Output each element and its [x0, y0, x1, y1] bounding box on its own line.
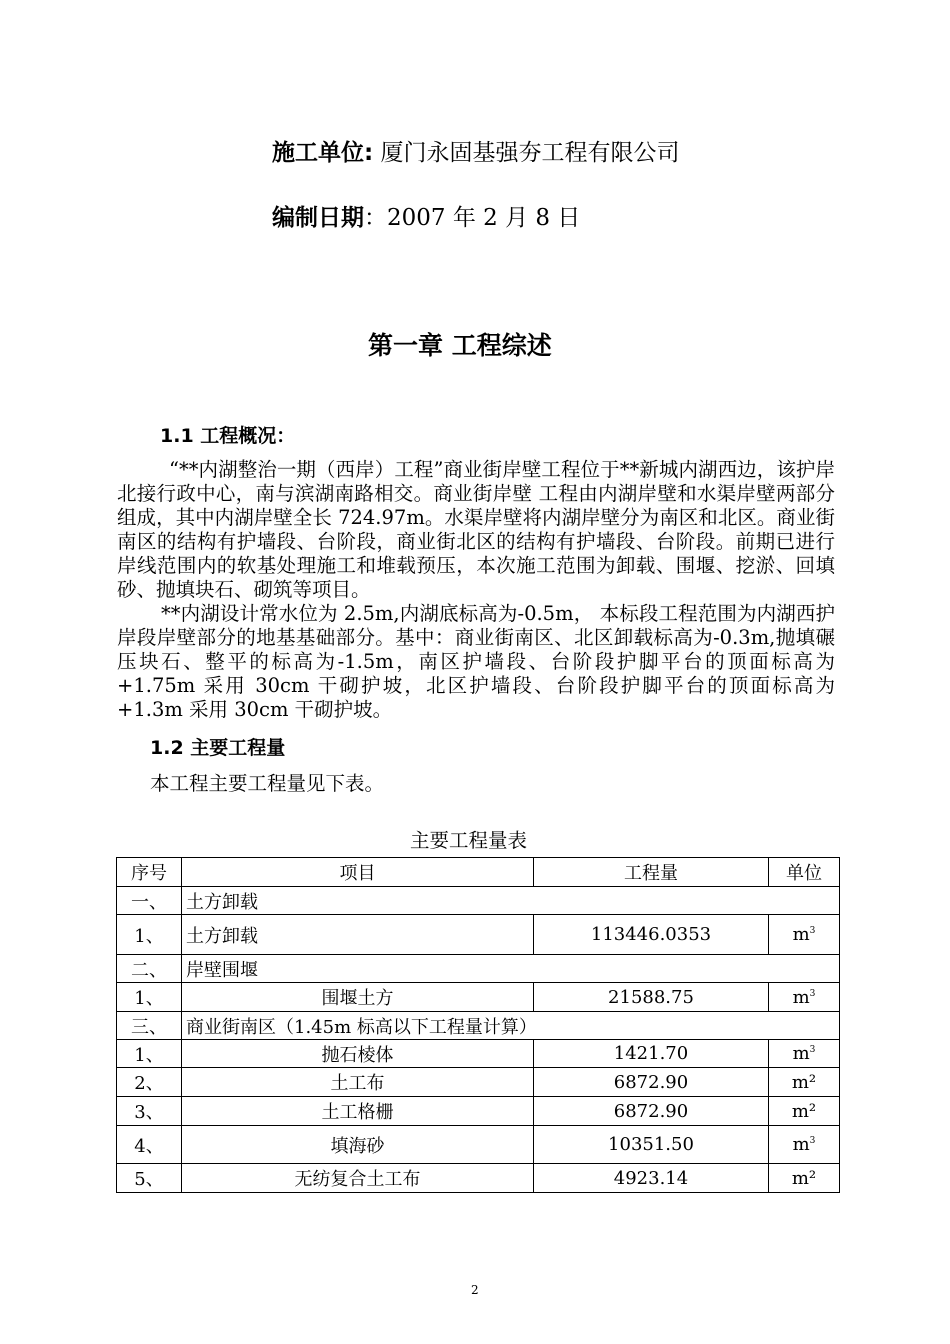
row-quantity: 4923.14: [534, 1164, 769, 1193]
row-no: 5、: [117, 1164, 182, 1193]
table-row: [117, 1040, 840, 1068]
quantity-table: [116, 857, 840, 1193]
row-item: 无纺复合土工布: [182, 1164, 534, 1193]
row-quantity: 113446.0353: [534, 915, 769, 955]
row-no: 二、: [117, 955, 182, 983]
unit-base: m²: [791, 1167, 817, 1189]
overview-paragraph-2: **内湖设计常水位为 2.5m,内湖底标高为-0.5m， 本标段工程范围为内湖西护岸段岸壁部分的地基基础部分。基中：商业街南区、北区卸载标高为-0.3m,抛填碾压块石、整平的标高为-1.5m，南区护墙段、台阶段护脚平台的顶面标高为+1.75m 采用 30cm 干砌护坡，北区护墙段、台阶段护脚平台的顶面标高为+1.3m 采用 30cm 干砌护坡。: [117, 602, 835, 721]
unit-base: m²: [791, 1071, 817, 1093]
row-no: 1、: [117, 915, 182, 955]
row-unit: [769, 1126, 840, 1164]
chapter-title: 第一章 工程综述: [368, 331, 552, 360]
row-no: 三、: [117, 1012, 182, 1040]
row-quantity: 6872.90: [534, 1068, 769, 1097]
table-caption: 主要工程量表: [410, 829, 528, 852]
row-no: 3、: [117, 1097, 182, 1126]
table-row: [117, 1097, 840, 1126]
row-no: 1、: [117, 983, 182, 1012]
table-row: [117, 915, 840, 955]
section-1-1-title: 1.1 工程概况：: [160, 425, 296, 447]
row-item: 围堰土方: [182, 983, 534, 1012]
row-item: 土工布: [182, 1068, 534, 1097]
row-unit: [769, 983, 840, 1012]
compile-date-line: [272, 199, 580, 232]
row-item: 土方卸载: [182, 915, 534, 955]
row-quantity: 21588.75: [534, 983, 769, 1012]
row-quantity: 1421.70: [534, 1040, 769, 1068]
row-unit: [769, 1164, 840, 1193]
row-item: 抛石棱体: [182, 1040, 534, 1068]
table-header-row: [117, 858, 840, 887]
row-quantity: 10351.50: [534, 1126, 769, 1164]
section-1-2-title: 1.2 主要工程量: [150, 737, 286, 759]
row-item: 土工格栅: [182, 1097, 534, 1126]
row-unit: [769, 915, 840, 955]
table-group-row: [117, 955, 840, 983]
group-title: 土方卸载: [182, 887, 840, 915]
table-row: [117, 1164, 840, 1193]
header-item: 项目: [182, 858, 534, 887]
unit-superscript: 3: [809, 1045, 816, 1055]
row-no: 2、: [117, 1068, 182, 1097]
unit-superscript: 3: [809, 988, 816, 999]
section-1-1-body: [117, 458, 835, 722]
header-quantity: 工程量: [534, 858, 769, 887]
unit-superscript: 3: [809, 926, 816, 936]
compile-date-label: 编制日期: [272, 205, 364, 231]
table-row: [117, 1126, 840, 1164]
row-unit: [769, 1040, 840, 1068]
group-title: 商业街南区（1.45m 标高以下工程量计算）: [182, 1012, 840, 1040]
unit-base: m: [792, 986, 810, 1008]
table-row: [117, 983, 840, 1012]
table-group-row: [117, 887, 840, 915]
unit-base: m: [792, 1043, 810, 1064]
overview-paragraph-1: “**内湖整治一期（西岸）工程”商业街岸壁工程位于**新城内湖西边，该护岸北接行政中心，南与滨湖南路相交。商业街岸壁 工程由内湖岸壁和水渠岸壁两部分组成，其中内湖岸壁全长 724.97m。水渠岸壁将内湖岸壁分为南区和北区。商业街南区的结构有护墙段、台阶段，商业街北区的结构有护墙段、台阶段。前期已进行岸线范围内的软基处理施工和堆载预压，本次施工范围为卸载、围堰、挖淤、回填砂、抛填块石、砌筑等项目。: [117, 458, 835, 601]
table-group-row: [117, 1012, 840, 1040]
header-unit: 单位: [769, 858, 840, 887]
row-unit: [769, 1097, 840, 1126]
row-no: 1、: [117, 1040, 182, 1068]
section-1-2-intro: 本工程主要工程量见下表。: [150, 772, 385, 795]
row-no: 4、: [117, 1126, 182, 1164]
unit-superscript: 3: [809, 1136, 816, 1146]
construction-unit-value: 厦门永固基强夯工程有限公司: [373, 140, 680, 166]
unit-base: m: [792, 1134, 810, 1155]
table-row: [117, 1068, 840, 1097]
row-quantity: 6872.90: [534, 1097, 769, 1126]
construction-unit-label: 施工单位:: [272, 140, 374, 166]
group-title: 岸壁围堰: [182, 955, 840, 983]
header-no: 序号: [117, 858, 182, 887]
row-item: 填海砂: [182, 1126, 534, 1164]
construction-unit-line: [272, 134, 680, 167]
unit-base: m²: [791, 1100, 817, 1122]
row-unit: [769, 1068, 840, 1097]
page-number: 2: [471, 1283, 479, 1297]
unit-base: m: [792, 924, 810, 945]
compile-date-value: ：2007 年 2 月 8 日: [364, 205, 581, 231]
row-no: 一、: [117, 887, 182, 915]
